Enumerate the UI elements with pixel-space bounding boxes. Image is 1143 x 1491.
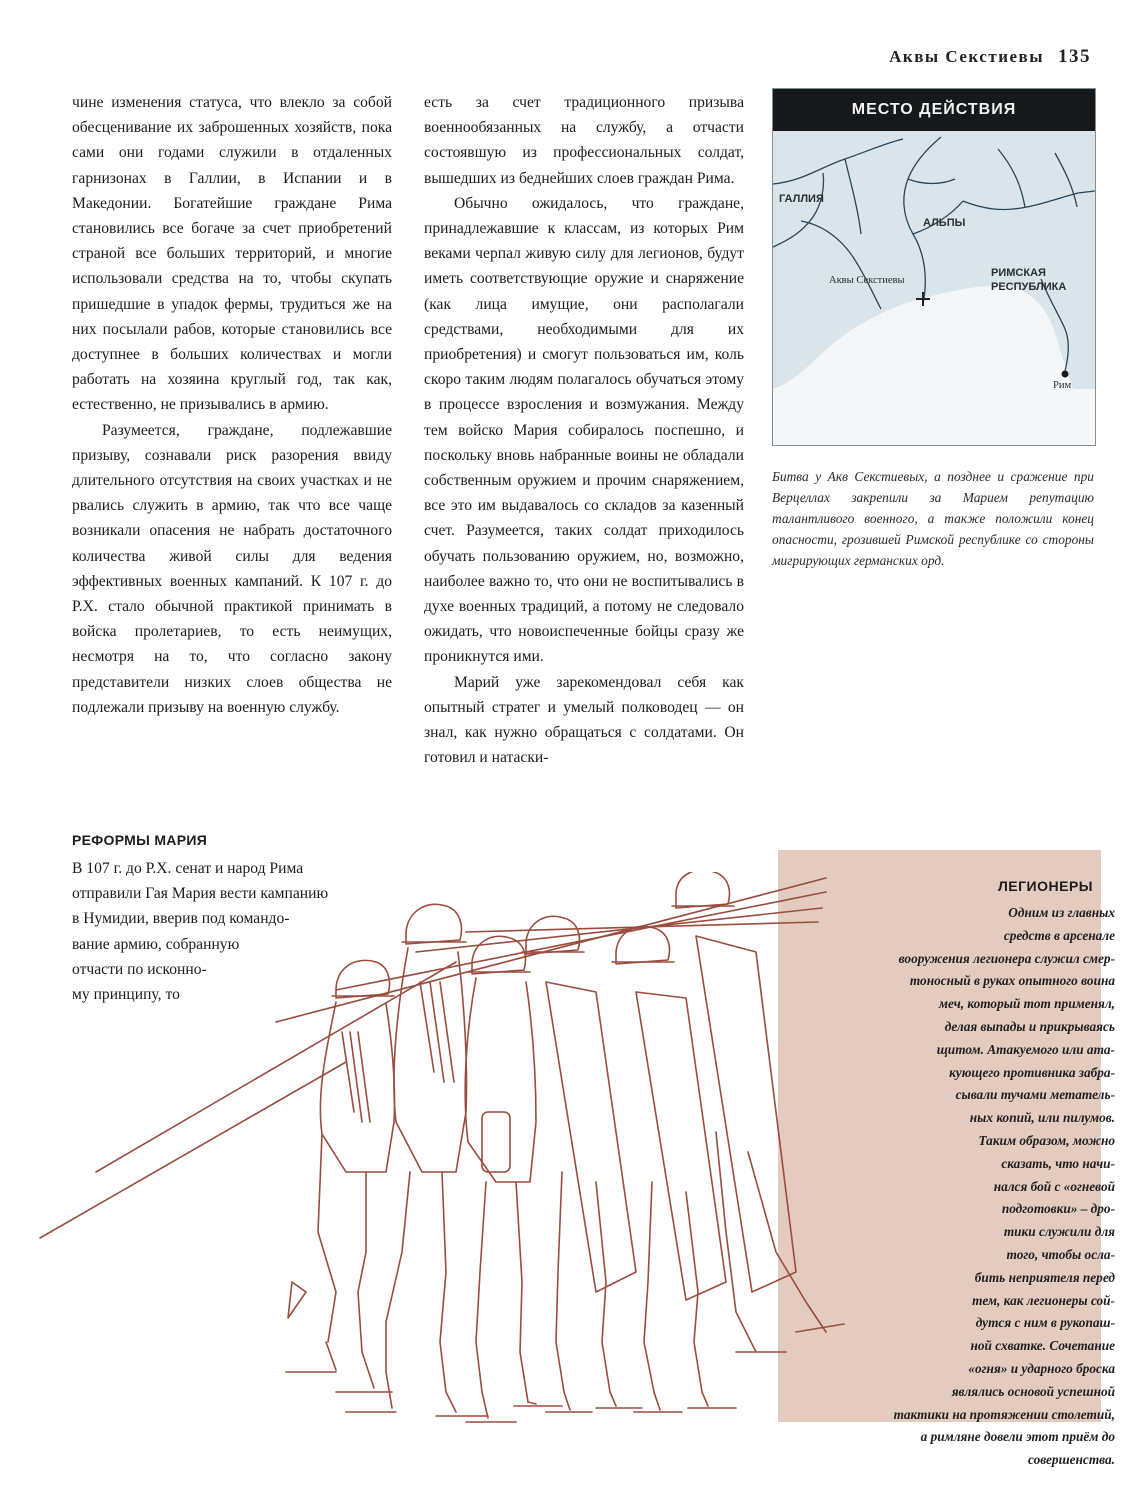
sea-area: [773, 286, 1095, 445]
sidebar-title: ЛЕГИОНЕРЫ: [997, 878, 1093, 894]
sidebar-line: дутся с ним в рукопаш-: [975, 1315, 1115, 1331]
section-heading: РЕФОРМЫ МАРИЯ: [72, 832, 208, 848]
map-caption: Битва у Акв Секстиевых, а позднее и сражение при Верцеллах закрепили за Марием репутацию талантливого военного, а также положили конец опасности, грозившей Римской республике со стороны мигрирующих германских орд.: [772, 469, 1094, 568]
text-line: в Нумидии, вверив под командо-: [72, 910, 290, 928]
sidebar-line: вооружения легионера служил смер-: [898, 950, 1115, 966]
river: [773, 173, 824, 247]
sidebar-line: меч, который тот применял,: [938, 996, 1115, 1012]
text-column-middle: [424, 90, 744, 770]
map-title: МЕСТО ДЕЙСТВИЯ: [773, 89, 1095, 131]
sidebar-line: ных копий, или пилумов.: [969, 1110, 1115, 1126]
sidebar-line: нался бой с «огневой: [993, 1178, 1115, 1194]
text-line: вание армию, собранную: [72, 935, 240, 953]
sidebar-line: ной схватке. Сочетание: [970, 1338, 1115, 1354]
roman-legionaries-illustration: [36, 872, 856, 1432]
sidebar-line: сывали тучами метатель-: [955, 1087, 1115, 1103]
sidebar-line: тоносный в руках опытного воина: [909, 973, 1115, 989]
sidebar-line: являлись основой успешной: [951, 1383, 1115, 1399]
running-head: [889, 46, 1091, 68]
river: [773, 139, 903, 184]
text-line: му принципу, то: [72, 986, 180, 1004]
sidebar-line: «огня» и ударного броска: [968, 1360, 1115, 1376]
paragraph: Обычно ожидалось, что граждане, принадлежавшие к классам, из которых Рим веками черпал живую силу для легионов, будут иметь соответствующие оружие и снаряжение (как лица имущие, они располагали средствами, необходимыми для их приобретения) и смогут пользоваться им, коль скоро таким людям полагалось обучаться этому в процессе взросления и возмужания. Между тем войско Мария собиралось поспешно, и поскольку вновь набранные воины не обладали собственным оружием и прочим снаряжением, все это им выдавалось со складов за казенный счет. Разумеется, таких солдат приходилось обучать пользованию оружием, но, возможно, наиболее важно то, что они не воспитывались в духе военных традиций, а потому не следовало ожидать, что новоиспеченные бойцы сразу же проникнутся ими.: [424, 194, 744, 666]
spear: [466, 922, 818, 932]
river: [801, 221, 881, 309]
sidebar-line: тики служили для: [1003, 1224, 1115, 1240]
text-line: В 107 г. до Р.Х. сенат и народ Рима: [72, 860, 304, 877]
spear: [40, 1062, 346, 1238]
sidebar-line: Одним из главных: [1008, 905, 1115, 920]
page-number: 135: [1058, 46, 1091, 67]
text-line: отправили Гая Мария вести кампанию: [72, 885, 329, 903]
spear: [96, 962, 456, 1172]
legionary-figure: [346, 904, 488, 1416]
sidebar-line: Таким образом, можно: [978, 1132, 1115, 1148]
sidebar-line: тактики на протяжении столетий,: [893, 1406, 1115, 1422]
map-panel: [772, 88, 1096, 446]
text-column-left: [72, 90, 392, 720]
sidebar-line: кующего противника забра-: [949, 1064, 1115, 1080]
legionary-figure: [672, 872, 844, 1352]
map-city-aquae-sextiae: Аквы Секстиевы: [829, 275, 905, 286]
sidebar-line: щитом. Атакуемого или ата-: [936, 1041, 1115, 1057]
legionary-figure: [465, 936, 562, 1422]
sidebar-line: тем, как легионеры сой-: [972, 1292, 1115, 1308]
map-label-republic-line2: РЕСПУБЛИКА: [991, 281, 1067, 293]
map-city-rome: Рим: [1053, 380, 1072, 391]
river: [998, 149, 1025, 207]
sidebar-line: бить неприятеля перед: [974, 1269, 1115, 1285]
spear: [276, 878, 826, 1022]
spear: [336, 892, 826, 990]
sidebar-line: того, чтобы осла-: [1006, 1246, 1115, 1262]
sidebar-line: делая выпады и прикрываясь: [944, 1018, 1115, 1034]
map-label-alps: АЛЬПЫ: [923, 217, 966, 229]
paragraph: чине изменения статуса, что влекло за собой обесценивание их заброшенных хозяйств, пока сами они годами служили в отдаленных гарнизонах в Галлии, в Испании и в Македонии. Богатейшие граждане Рима становились все богаче за счет приобретений страной все больших территорий, и многие использовали средства на то, чтобы скупать пришедшие в упадок фермы, трудиться же на них посылали рабов, которые становились все доступнее в больших количествах и могли работать на хозяина круглый год, так как, естественно, не призывались в армию.: [72, 94, 392, 414]
sidebar-text: [835, 902, 1115, 1472]
running-head-title: Аквы Секстиевы: [889, 47, 1044, 66]
legionary-figure: [286, 960, 395, 1392]
river: [845, 159, 861, 234]
map-label-republic-line1: РИМСКАЯ: [991, 267, 1046, 279]
legionary-figure: [522, 916, 642, 1412]
sidebar-line: средств в арсенале: [1003, 927, 1115, 943]
map-label-gallia: ГАЛЛИЯ: [779, 193, 824, 205]
legionary-figure: [612, 926, 736, 1412]
text-line: отчасти по исконно-: [72, 960, 207, 978]
spear: [416, 908, 822, 952]
paragraph: есть за счет традиционного призыва военнообязанных на службу, а отчасти состоявшую из профессиональных солдат, вышедших из беднейших слоев граждан Рима.: [424, 94, 744, 187]
paragraph: Разумеется, граждане, подлежавшие призыву, сознавали риск разорения ввиду длительного отсутствия на своих участках и не рвались служить в армию, так что все чаще возникали опасения не набрать достаточного количества живой силы для ведения эффективных военных кампаний. К 107 г. до Р.Х. стало обычной практикой принимать в войска пролетариев, то есть неимущих, несмотря на то, что согласно закону представители низких слоев общества не подлежали призыву на военную службу.: [72, 421, 392, 716]
sidebar-line: подготовки» – дро-: [1001, 1201, 1115, 1217]
rome-marker-icon: [1062, 371, 1069, 378]
sidebar-line: совершенства.: [1028, 1452, 1115, 1468]
paragraph: Марий уже зарекомендовал себя как опытный стратег и умелый полководец — он знал, как нужно обращаться с солдатами. Он готовил и натаски-: [424, 673, 744, 767]
sidebar-line: а римляне довели этот приём до: [920, 1429, 1115, 1445]
river: [908, 179, 955, 184]
map-drawing: [773, 89, 1095, 445]
sidebar-line: сказать, что начи-: [1001, 1155, 1115, 1171]
